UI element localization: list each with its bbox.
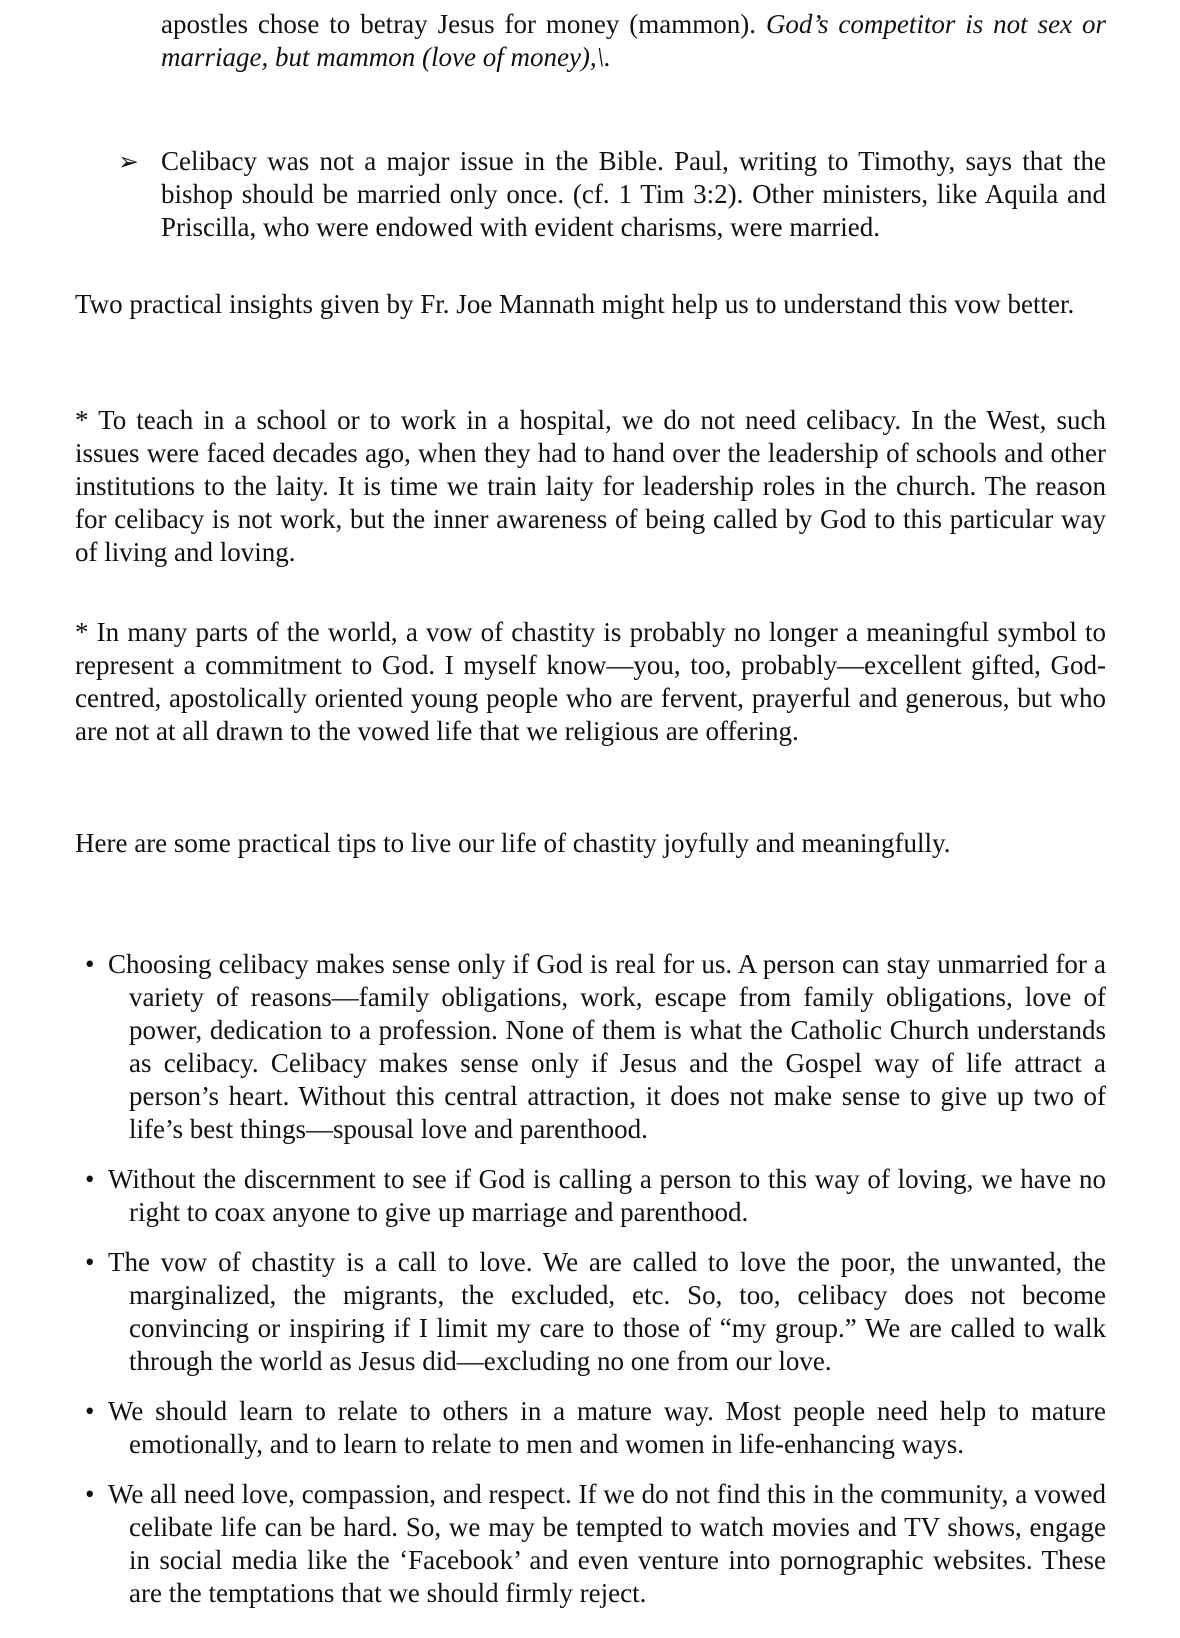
list-item bbox=[80, 1246, 1106, 1378]
paragraph-text: Here are some practical tips to live our life of chastity joyfully and meaningfully. bbox=[75, 828, 951, 858]
practical-tips-list bbox=[80, 948, 1106, 1627]
paragraph-intro-insights bbox=[75, 288, 1106, 321]
list-item bbox=[80, 1395, 1106, 1461]
list-item bbox=[80, 1163, 1106, 1229]
list-item-text: Without the discernment to see if God is calling a person to this way of loving, we have no right to coax anyone to give up marriage and parenthood. bbox=[108, 1164, 1106, 1227]
list-item-text: We should learn to relate to others in a mature way. Most people need help to mature emotionally, and to learn to relate to men and women in life-enhancing ways. bbox=[108, 1396, 1106, 1459]
list-item bbox=[80, 1478, 1106, 1610]
list-item-text: The vow of chastity is a call to love. We are called to love the poor, the unwanted, the marginalized, the migrants, the excluded, etc. So, too, celibacy does not become convincing or inspiring if I limit my care to those of “my group.” We are called to walk through the world as Jesus did—excluding no one from our love. bbox=[108, 1247, 1106, 1376]
continued-paragraph bbox=[161, 8, 1106, 74]
paragraph-text: * To teach in a school or to work in a hospital, we do not need celibacy. In the West, such issues were faced decades ago, when they had to hand over the leadership of schools and other institutions to the laity. It is time we train laity for leadership roles in the church. The reason for celibacy is not work, but the inner awareness of being called by God to this particular way of living and loving. bbox=[75, 405, 1106, 567]
bullet-dot-icon: • bbox=[85, 1247, 95, 1277]
arrow-list-item-text: Celibacy was not a major issue in the Bible. Paul, writing to Timothy, says that the bishop should be married only once. (cf. 1 Tim 3:2). Other ministers, like Aquila and Priscilla, who were endowed with evident charisms, were married. bbox=[161, 146, 1106, 242]
continued-paragraph-text bbox=[161, 8, 1106, 74]
arrow-bullet-icon: ➢ bbox=[118, 147, 139, 176]
bullet-dot-icon: • bbox=[85, 1164, 95, 1194]
list-item-text: Choosing celibacy makes sense only if God is real for us. A person can stay unmarried for a variety of reasons—family obligations, work, escape from family obligations, love of power, dedication to a profession. None of them is what the Catholic Church understands as celibacy. Celibacy makes sense only if Jesus and the Gospel way of life attract a person’s heart. Without this central attraction, it does not make sense to give up two of life’s best things—spousal love and parenthood. bbox=[108, 949, 1106, 1144]
list-item bbox=[80, 948, 1106, 1146]
paragraph-text: * In many parts of the world, a vow of chastity is probably no longer a meaningful symbol to represent a commitment to God. I myself know—you, too, probably—excellent gifted, God-centred, apostolically oriented young people who are fervent, prayerful and generous, but who are not at all drawn to the vowed life that we religious are offering. bbox=[75, 617, 1106, 746]
bullet-dot-icon: • bbox=[85, 1479, 95, 1509]
bullet-dot-icon: • bbox=[85, 949, 95, 979]
paragraph-practical-tips-intro bbox=[75, 827, 1106, 860]
paragraph-insight-chastity bbox=[75, 616, 1106, 748]
list-item-text: We all need love, compassion, and respect. If we do not find this in the community, a vowed celibate life can be hard. So, we may be tempted to watch movies and TV shows, engage in social media like the ‘Facebook’ and even venture into pornographic websites. These are the temptations that we should firmly reject. bbox=[108, 1479, 1106, 1608]
paragraph-insight-teaching bbox=[75, 404, 1106, 569]
arrow-list-item bbox=[118, 145, 1106, 244]
paragraph-text: Two practical insights given by Fr. Joe Mannath might help us to understand this vow better. bbox=[75, 289, 1075, 319]
continued-text-plain: apostles chose to betray Jesus for money (mammon). bbox=[161, 9, 766, 39]
continued-text-italic: God’s competitor is not sex or marriage, but mammon (love of money),\. bbox=[161, 9, 1106, 72]
bullet-dot-icon: • bbox=[85, 1396, 95, 1426]
